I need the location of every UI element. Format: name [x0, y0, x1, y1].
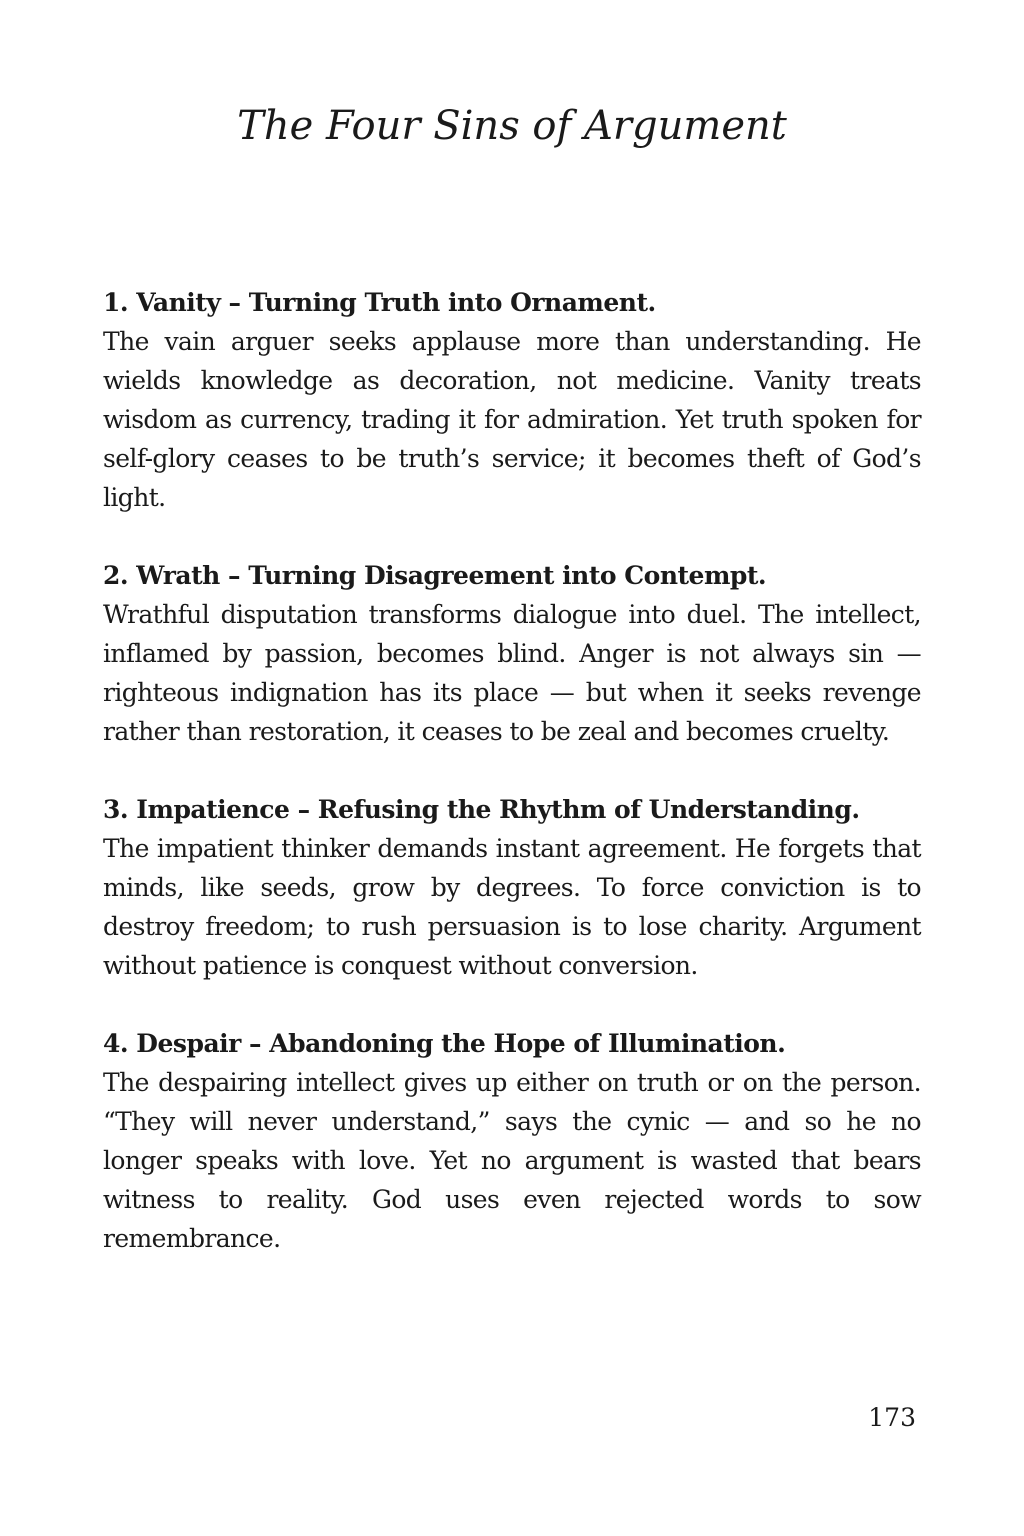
section-impatience — [103, 790, 921, 985]
page-number: 173 — [868, 1403, 916, 1432]
section-body: Wrathful disputation transforms dialogue into duel. The intellect, inflamed by passion, becomes blind. Anger is not always sin — righteous indignation has its place — but when it seeks revenge rather than restoration, it ceases to be zeal and becomes cruelty. — [103, 600, 921, 746]
page-title: The Four Sins of Argument — [237, 103, 787, 149]
section-heading: 1. Vanity – Turning Truth into Ornament. — [103, 288, 656, 317]
section-heading: 4. Despair – Abandoning the Hope of Illumination. — [103, 1029, 786, 1058]
section-body: The impatient thinker demands instant agreement. He forgets that minds, like seeds, grow by degrees. To force conviction is to destroy freedom; to rush persuasion is to lose charity. Argument without patience is conquest without conversion. — [103, 834, 921, 980]
section-heading: 3. Impatience – Refusing the Rhythm of Understanding. — [103, 795, 860, 824]
section-despair — [103, 1024, 921, 1258]
page-content — [103, 283, 921, 1297]
section-vanity — [103, 283, 921, 517]
section-wrath — [103, 556, 921, 751]
section-body: The despairing intellect gives up either on truth or on the person. “They will never understand,” says the cynic — and so he no longer speaks with love. Yet no argument is wasted that bears witness to reality. God uses even rejected words to sow remembrance. — [103, 1068, 921, 1253]
section-heading: 2. Wrath – Turning Disagreement into Contempt. — [103, 561, 767, 590]
section-body: The vain arguer seeks applause more than understanding. He wields knowledge as decoration, not medicine. Vanity treats wisdom as currency, trading it for admiration. Yet truth spoken for self-glory ceases to be truth’s service; it becomes theft of God’s light. — [103, 327, 921, 512]
